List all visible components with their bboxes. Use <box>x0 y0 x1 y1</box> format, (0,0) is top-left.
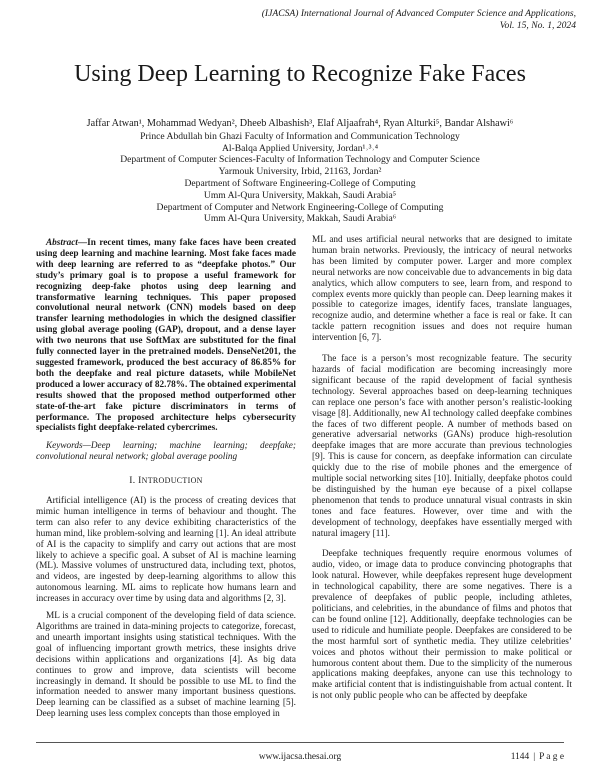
section-title-rest: NTRODUCTION <box>141 476 203 486</box>
body-paragraph: ML and uses artificial neural networks that are designed to imitate human brain networks. Previously, the intricacy of neural networks has been limited by computer power. Larger and more complex neural networks are now conceivable due to advancements in big data analytics, which allow computers to see, learn from, and respond to complex events more quickly than people can. Deep learning makes it possible to categorize images, identify faces, translate languages, recognize audio, and determine whether a face is real or fake. It can tackle pattern recognition issues and does not require human intervention [6, 7]. <box>312 235 572 344</box>
abstract-text: In recent times, many fake faces have been created using deep learning and machine learning. Most fake faces made with deep learning are referred to as “deepfake photos.” Our study’s primary goal is to propose a useful framework for recognizing deep-fake photos using deep learning and transformative learning techniques. This paper proposed convolutional neural network (CNN) models based on deep transfer learning methodologies in which the designed classifier using global average pooling (GAP), dropout, and a dense layer with two neurons that use SoftMax are substituted for the final fully connected layer in the pretrained models. DenseNet201, the suggested framework, produced the best accuracy of 86.85% for both the deepfake and real picture datasets, while MobileNet produced a lower accuracy of 82.78%. The obtained experimental results showed that the proposed method outperformed other state-of-the-art fake picture discriminators in terms of performance. The proposed architecture helps cybersecurity specialists fight deepfake-related cybercrimes. <box>36 238 296 434</box>
page-label: P a g e <box>539 752 564 762</box>
left-column <box>36 238 296 720</box>
section-first-letter: I <box>138 475 142 487</box>
section-number: I. <box>129 475 136 487</box>
journal-volume: Vol. 15, No. 1, 2024 <box>499 20 576 31</box>
abstract <box>36 238 296 434</box>
affiliation-line: Umm Al-Qura University, Makkah, Saudi Arabia⁶ <box>203 213 397 225</box>
right-column <box>312 235 572 702</box>
journal-header <box>156 8 576 32</box>
keywords: Keywords—Deep learning; machine learning; deepfake; convolutional neural network; global average pooling <box>36 441 296 463</box>
footer-url: www.ijacsa.thesai.org <box>258 752 342 762</box>
body-paragraph: ML is a crucial component of the developing field of data science. Algorithms are trained in data-mining projects to categorize, forecast, and unearth important insights using statistical techniques. With the goal of influencing important growth metrics, these insights drive decisions within applications and organizations [4]. As big data continues to grow and improve, data scientists will become increasingly in demand. It should be possible to use ML to find the information needed to answer many important business questions. Deep learning can be classified as a subset of machine learning [5]. Deep learning uses less complex concepts than those employed in <box>36 611 296 720</box>
affiliation-line: Yarmouk University, Irbid, 21163, Jordan² <box>218 166 382 178</box>
journal-name: (IJACSA) International Journal of Advanced Computer Science and Applications, <box>261 8 576 19</box>
affiliation-line: Department of Computer Sciences-Faculty of Information Technology and Computer Science <box>120 154 480 166</box>
body-paragraph: The face is a person’s most recognizable feature. The security hazards of facial modification are becoming increasingly more significant because of the rapid development of facial synthesis technology. Several approaches based on deep-learning techniques can replace one person’s face with another person’s realistic-looking visage [8]. Additionally, new AI technology called deepfake combines the faces of two different people. A number of methods based on generative adversarial networks (GANs) produce high-resolution deepfake images that are more accurate than previous technologies [9]. This is cause for concern, as deepfake information can circulate quickly due to the rise of mobile phones and the emergence of multiple social networking sites [10]. Initially, deepfake photos could be distinguished by the human eye because of a pixel collapse phenomenon that tends to produce unnatural visual contrasts in skin tones and face features. However, over time and with the development of technology, deepfakes have essentially merged with natural imagery [11]. <box>312 354 572 539</box>
body-paragraph: Deepfake techniques frequently require enormous volumes of audio, video, or image data to produce convincing photographs that look natural. However, while deepfakes represent huge development in technological capability, there are some negatives. There is a prevalence of deepfakes of public people, including athletes, politicians, and celebrities, in the abundance of films and photos that can be found online [12]. Additionally, deepfake technologies can be used to ridicule and humiliate people. Deepfakes are considered to be the most harmful sort of synthetic media. They utilize celebrities’ voices and photos without their permission to make political or humorous content about them. Due to the simplicity of the numerous applications making deepfakes, anyone can use this technology to make artificial content that is indistinguishable from actual content. It is not only public people who can be affected by deepfake <box>312 549 572 702</box>
affiliation-line: Umm Al-Qura University, Makkah, Saudi Arabia⁵ <box>203 189 397 201</box>
paper-title: Using Deep Learning to Recognize Fake Faces <box>74 61 526 87</box>
body-paragraph: Artificial intelligence (AI) is the process of creating devices that mimic human intelligence in terms of behaviour and thought. The term can also refer to any device exhibiting characteristics of the human mind, like problem-solving and learning [1]. An ideal attribute of AI is the capacity to simplify and carry out actions that are most likely to achieve a specific goal. A subset of AI is machine learning (ML). Massive volumes of unstructured data, including text, photos, and videos, are ingested by deep-learning algorithms to allow this autonomous learning. ML aims to replicate how humans learn and increases in accuracy over time by using data and algorithms [2, 3]. <box>36 496 296 605</box>
footer-divider <box>36 742 564 743</box>
abstract-lead: Abstract— <box>46 238 88 248</box>
affiliation-line: Prince Abdullah bin Ghazi Faculty of Information and Communication Technology <box>140 130 460 142</box>
affiliation-line: Department of Computer and Network Engineering-College of Computing <box>156 201 444 213</box>
affiliation-line: Al-Balqa Applied University, Jordan¹˒³˒⁴ <box>221 142 379 154</box>
author-names: Jaffar Atwan¹, Mohammad Wedyan², Dheeb Albashish³, Elaf Aljaafrah⁴, Ryan Alturki⁵, Bandar Alshawi⁶ <box>86 118 514 129</box>
affiliation-line: Department of Software Engineering-College of Computing <box>184 177 416 189</box>
author-block <box>36 118 564 225</box>
page-separator: | <box>533 752 536 762</box>
page-number: 1144 <box>510 752 530 762</box>
page-number-block <box>511 752 564 762</box>
section-heading <box>36 476 296 487</box>
